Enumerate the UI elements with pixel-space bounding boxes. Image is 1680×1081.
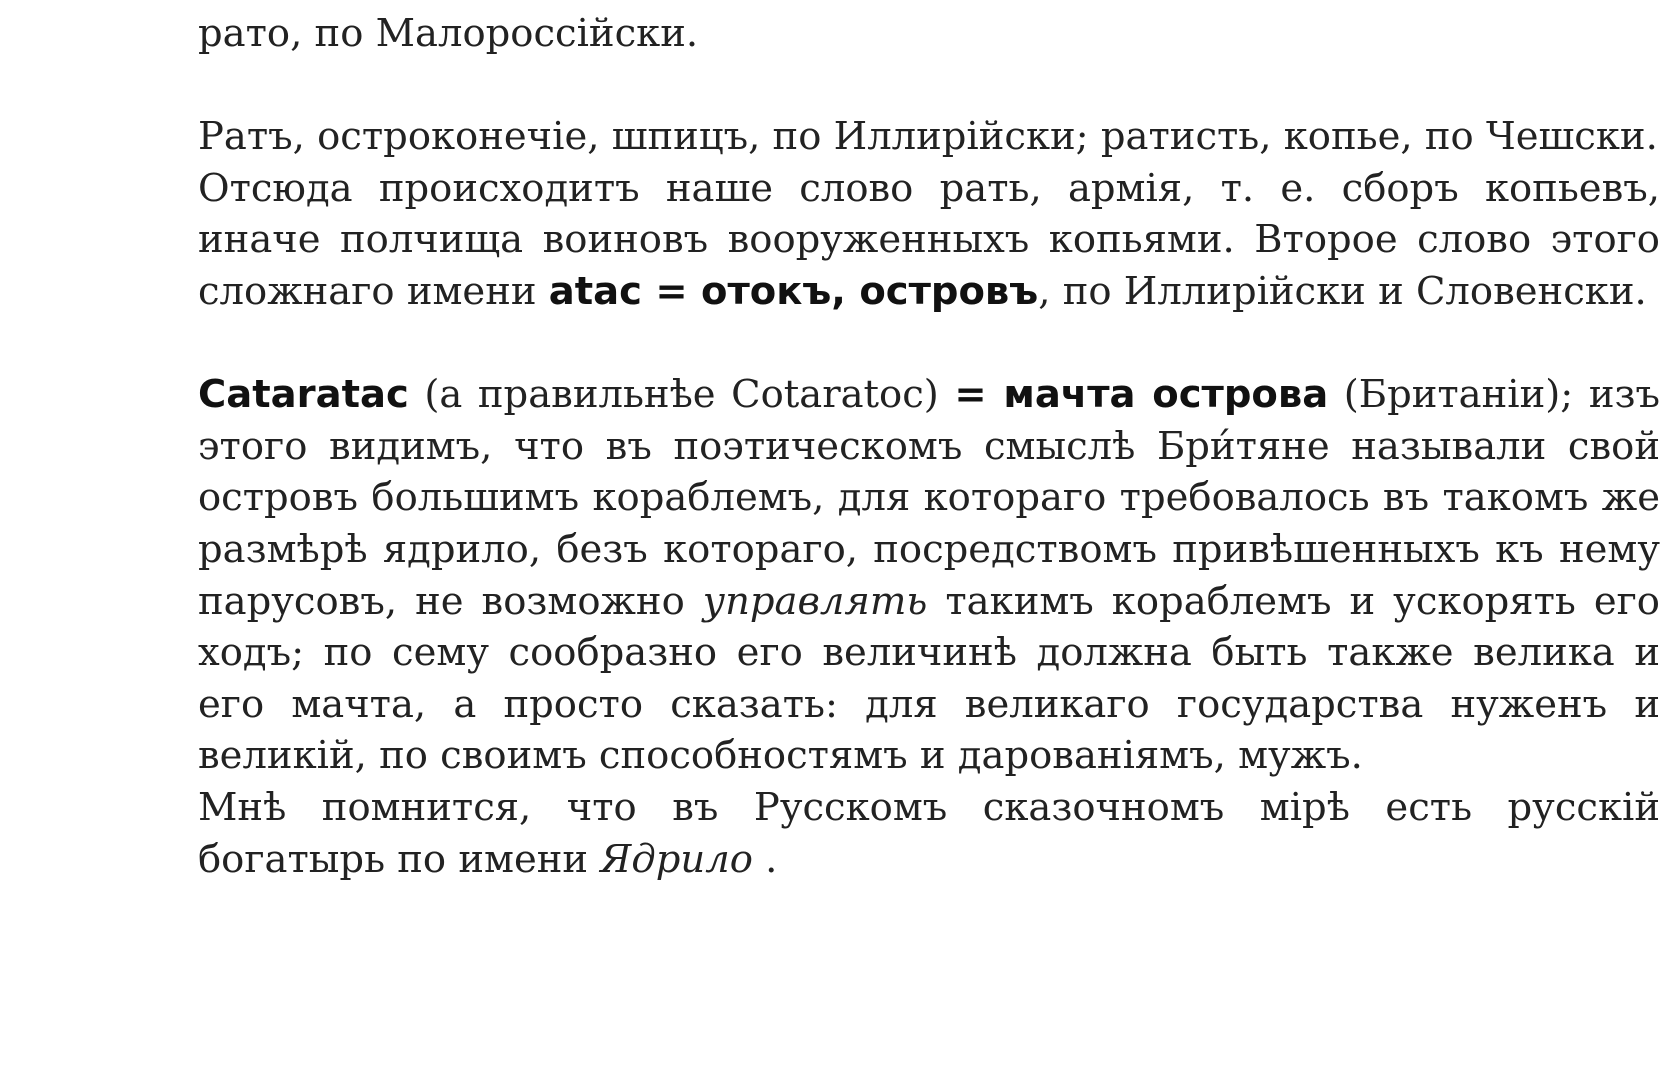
- paragraph-3-text: Отсюда происходитъ наше слово рать, армія, т. е. сборъ копьевъ, иначе полчища воиновъ вооруженныхъ копьями.: [198, 165, 1660, 263]
- paragraph-5-text-2: (Британіи); изъ этого видимъ, что въ поэтическомъ смыслѣ Бри́тяне называли свой островъ большимъ кораблемъ, для котораго требовалось въ такомъ же размѣрѣ ядрило, безъ котораго, посредствомъ привѣшенныхъ къ нему парусовъ, не возможно: [198, 372, 1660, 624]
- paragraph-5: [198, 369, 1660, 782]
- paragraph-4-before: Второе слово этого сложнаго имени: [198, 217, 1660, 314]
- paragraph-5-text-1: (а правильнѣе Cotaratoc): [408, 372, 955, 418]
- paragraph-5-bold-term: Cataratac: [198, 372, 409, 418]
- paragraph-5-text-3: такимъ кораблемъ и ускорять его ходъ; по сему сообразно его величинѣ должна быть также велика и его мачта, а просто сказать: для великаго государства нуженъ и великій, по своимъ способностямъ и дарованіямъ, мужъ.: [198, 578, 1660, 779]
- paragraph-gap: [198, 60, 1660, 112]
- paragraph-5-italic: управлять: [702, 578, 928, 624]
- paragraph-4-after: , по Иллирійски и Словенски.: [1038, 268, 1647, 314]
- paragraph-6: [198, 782, 1660, 885]
- paragraph-6-text: Мнѣ помнится, что въ Русскомъ сказочномъ мірѣ есть русскій богатырь по имени: [198, 784, 1660, 882]
- paragraph-gap: [198, 318, 1660, 370]
- paragraph-6-after: .: [752, 836, 778, 882]
- paragraph-3: [198, 163, 1660, 318]
- document-page: [198, 8, 1660, 885]
- paragraph-6-italic: Ядрило: [600, 836, 753, 882]
- paragraph-5-bold-definition: = мачта острова: [954, 372, 1329, 418]
- paragraph-4-bold: atac = отокъ, островъ: [548, 268, 1039, 314]
- paragraph-2-text: Ратъ, остроконечіе, шпицъ, по Иллирійски; ратисть, копье, по Чешски.: [198, 114, 1658, 160]
- paragraph-1-text: рато, по Малороссійски.: [198, 11, 699, 56]
- paragraph-1: [198, 8, 1660, 60]
- paragraph-2: [198, 111, 1660, 163]
